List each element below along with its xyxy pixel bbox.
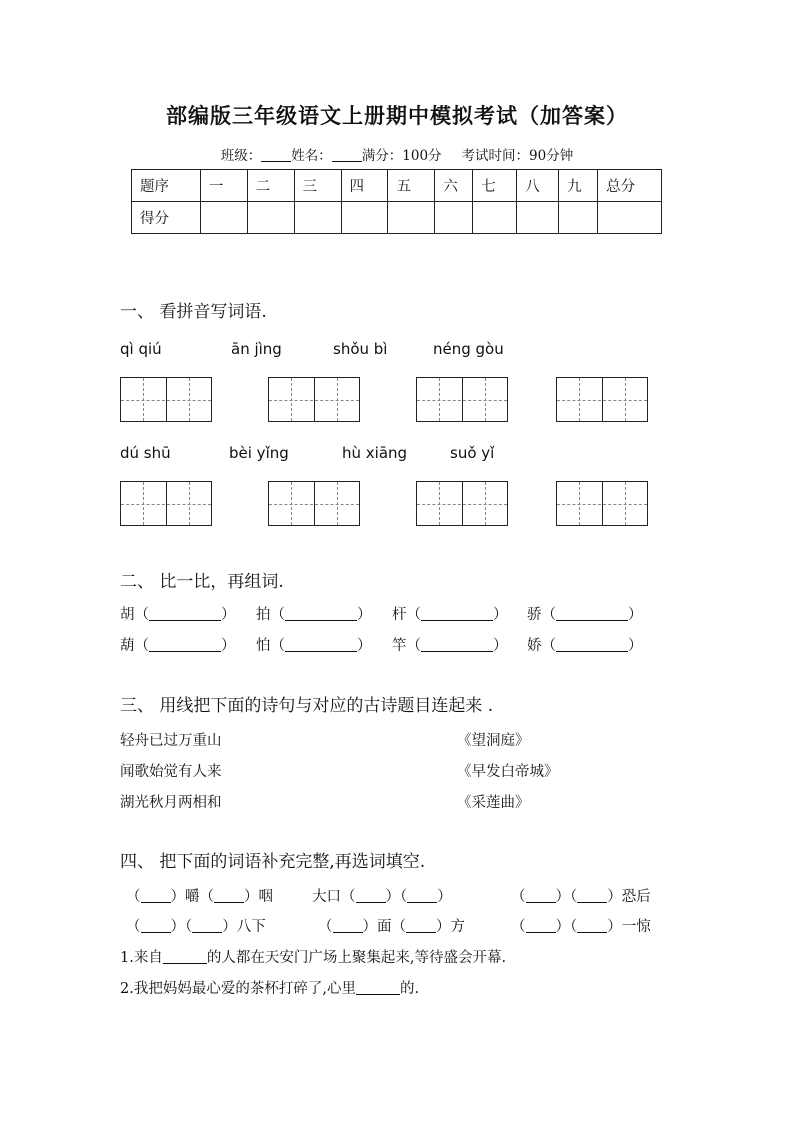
header-cell: 总分 <box>598 170 662 202</box>
section1-heading: 一、 看拼音写词语. <box>120 302 267 322</box>
name-blank[interactable] <box>332 149 362 162</box>
full-score: 满分：100分 <box>361 148 442 164</box>
compare-item: 杆（ ） <box>392 607 508 623</box>
score-cell[interactable] <box>294 202 341 234</box>
compare-item: 胡（ ） <box>120 607 236 623</box>
sentence-2: 2.我把妈妈最心爱的茶杯打碎了,心里 的. <box>120 981 420 997</box>
header-cell: 七 <box>473 170 517 202</box>
header-cell: 一 <box>200 170 247 202</box>
pinyin: shǒu bì <box>333 340 388 358</box>
answer-blank[interactable] <box>285 607 357 621</box>
pinyin: qì qiú <box>120 340 162 358</box>
idiom-item: （ ）（ ）恐后 <box>511 889 651 905</box>
header-cell: 八 <box>517 170 559 202</box>
compare-item: 骄（ ） <box>527 607 643 623</box>
compare-item: 葫（ ） <box>120 638 236 654</box>
header-cell: 九 <box>559 170 598 202</box>
header-cell: 三 <box>294 170 341 202</box>
poem-title[interactable]: 《早发白帝城》 <box>457 764 559 780</box>
pinyin: néng gòu <box>433 340 504 358</box>
answer-blank[interactable] <box>163 950 207 964</box>
score-cell[interactable] <box>247 202 294 234</box>
writing-grid[interactable] <box>120 481 212 526</box>
pinyin: dú shū <box>120 444 171 462</box>
score-cell[interactable] <box>473 202 517 234</box>
idiom-item: 大口（ ）（ ） <box>312 889 452 905</box>
score-row <box>132 202 662 234</box>
poem-title[interactable]: 《望洞庭》 <box>457 733 530 749</box>
section2-heading: 二、 比一比，再组词. <box>120 572 284 592</box>
class-label: 班级： <box>220 148 262 164</box>
poem-line[interactable]: 轻舟已过万重山 <box>120 733 222 749</box>
answer-blank[interactable] <box>333 919 363 933</box>
score-cell[interactable] <box>388 202 435 234</box>
poem-line[interactable]: 闻歌始觉有人来 <box>120 764 222 780</box>
idiom-item: （ ）面（ ）方 <box>318 919 465 935</box>
answer-blank[interactable] <box>285 638 357 652</box>
exam-info <box>0 144 794 164</box>
score-table <box>131 169 662 234</box>
score-cell[interactable] <box>598 202 662 234</box>
idiom-item: （ ）（ ）一惊 <box>511 919 651 935</box>
compare-item: 怕（ ） <box>256 638 372 654</box>
score-cell[interactable] <box>517 202 559 234</box>
answer-blank[interactable] <box>407 889 437 903</box>
score-cell[interactable] <box>200 202 247 234</box>
header-cell: 六 <box>435 170 473 202</box>
pinyin: bèi yǐng <box>229 444 289 462</box>
idiom-item: （ ）（ ）八下 <box>126 919 266 935</box>
compare-item: 拍（ ） <box>256 607 372 623</box>
answer-blank[interactable] <box>214 889 244 903</box>
compare-item: 娇（ ） <box>527 638 643 654</box>
poem-line[interactable]: 湖光秋月两相和 <box>120 795 222 811</box>
answer-blank[interactable] <box>141 919 171 933</box>
exam-time: 考试时间：90分钟 <box>461 148 574 164</box>
score-row-label: 得分 <box>132 202 201 234</box>
answer-blank[interactable] <box>421 607 493 621</box>
answer-blank[interactable] <box>526 919 556 933</box>
answer-blank[interactable] <box>141 889 171 903</box>
writing-grid[interactable] <box>556 377 648 422</box>
answer-blank[interactable] <box>577 919 607 933</box>
answer-blank[interactable] <box>556 638 628 652</box>
answer-blank[interactable] <box>406 919 436 933</box>
answer-blank[interactable] <box>356 889 386 903</box>
answer-blank[interactable] <box>149 638 221 652</box>
writing-grid[interactable] <box>268 481 360 526</box>
answer-blank[interactable] <box>526 889 556 903</box>
answer-blank[interactable] <box>192 919 222 933</box>
score-header-row <box>132 170 662 202</box>
pinyin: hù xiāng <box>342 444 408 462</box>
writing-grid[interactable] <box>416 377 508 422</box>
writing-grid[interactable] <box>416 481 508 526</box>
pinyin: ān jìng <box>231 340 282 358</box>
section4-heading: 四、 把下面的词语补充完整,再选词填空. <box>120 852 426 872</box>
poem-title[interactable]: 《采莲曲》 <box>457 795 530 811</box>
answer-blank[interactable] <box>356 981 400 995</box>
class-blank[interactable] <box>261 149 291 162</box>
header-cell: 四 <box>341 170 388 202</box>
answer-blank[interactable] <box>149 607 221 621</box>
compare-item: 竿（ ） <box>392 638 508 654</box>
answer-blank[interactable] <box>577 889 607 903</box>
score-cell[interactable] <box>559 202 598 234</box>
score-cell[interactable] <box>341 202 388 234</box>
section3-heading: 三、 用线把下面的诗句与对应的古诗题目连起来 . <box>120 696 494 716</box>
idiom-item: （ ）嚼（ ）咽 <box>126 889 273 905</box>
writing-grid[interactable] <box>120 377 212 422</box>
name-label: 姓名： <box>291 148 332 164</box>
header-cell: 五 <box>388 170 435 202</box>
page-title: 部编版三年级语文上册期中模拟考试（加答案） <box>166 103 628 128</box>
score-cell[interactable] <box>435 202 473 234</box>
header-cell: 题序 <box>132 170 201 202</box>
writing-grid[interactable] <box>556 481 648 526</box>
writing-grid[interactable] <box>268 377 360 422</box>
answer-blank[interactable] <box>556 607 628 621</box>
sentence-1: 1.来自 的人都在天安门广场上聚集起来,等待盛会开幕. <box>120 950 507 966</box>
header-cell: 二 <box>247 170 294 202</box>
pinyin: suǒ yǐ <box>450 444 495 462</box>
answer-blank[interactable] <box>421 638 493 652</box>
